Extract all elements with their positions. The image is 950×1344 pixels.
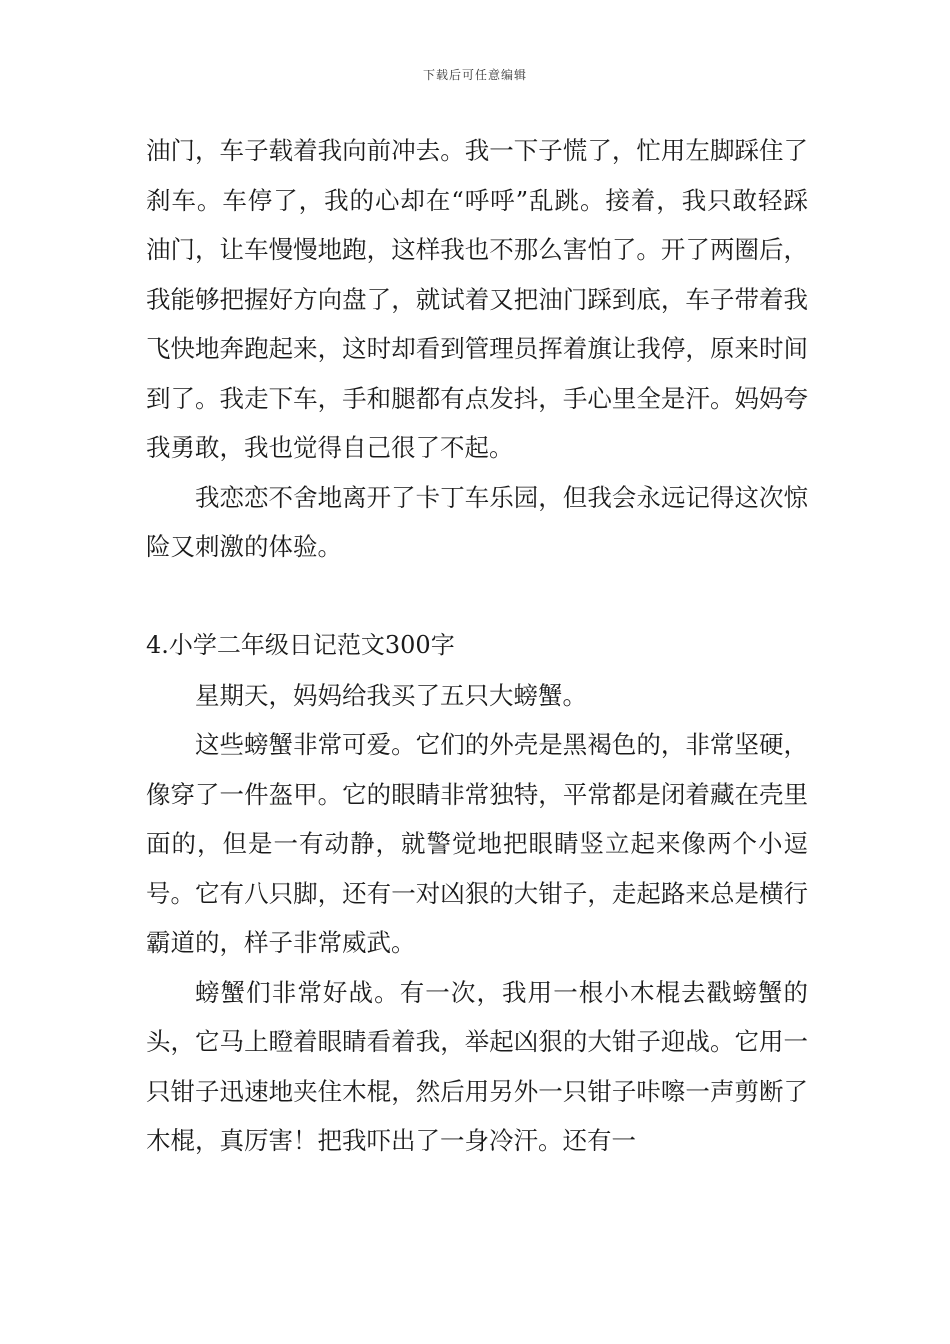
paragraph-crab-appearance: 这些螃蟹非常可爱。它们的外壳是黑褐色的，非常坚硬，像穿了一件盔甲。它的眼睛非常独特，平常都是闭着藏在壳里面的，但是一有动静，就警觉地把眼睛竖立起来像两个小逗号。它有八只脚，还有一对凶狠的大钳子，走起路来总是横行霸道的，样子非常威武。 xyxy=(146,730,808,957)
paragraph-crab-fight: 螃蟹们非常好战。有一次，我用一根小木棍去戳螃蟹的头，它马上瞪着眼睛看着我，举起凶狠的大钳子迎战。它用一只钳子迅速地夹住木棍，然后用另外一只钳子咔嚓一声剪断了木棍，真厉害！把我吓出了一身冷汗。还有一 xyxy=(146,977,808,1155)
blank-line xyxy=(146,572,808,622)
document-body xyxy=(146,126,808,1166)
section-heading: 4.小学二年级日记范文300字 xyxy=(146,631,455,659)
paragraph-kart-continued: 油门，车子载着我向前冲去。我一下子慌了，忙用左脚踩住了刹车。车停了，我的心却在“呼呼”乱跳。接着，我只敢轻踩油门，让车慢慢地跑，这样我也不那么害怕了。开了两圈后，我能够把握好方向盘了，就试着又把油门踩到底，车子带着我飞快地奔跑起来，这时却看到管理员挥着旗让我停，原来时间到了。我走下车，手和腿都有点发抖，手心里全是汗。妈妈夸我勇敢，我也觉得自己很了不起。 xyxy=(146,136,808,462)
paragraph-crab-intro: 星期天，妈妈给我买了五只大螃蟹。 xyxy=(195,680,587,710)
page-header: 下载后可任意编辑 xyxy=(422,68,527,82)
paragraph-kart-ending: 我恋恋不舍地离开了卡丁车乐园，但我会永远记得这次惊险又刺激的体验。 xyxy=(146,482,808,561)
